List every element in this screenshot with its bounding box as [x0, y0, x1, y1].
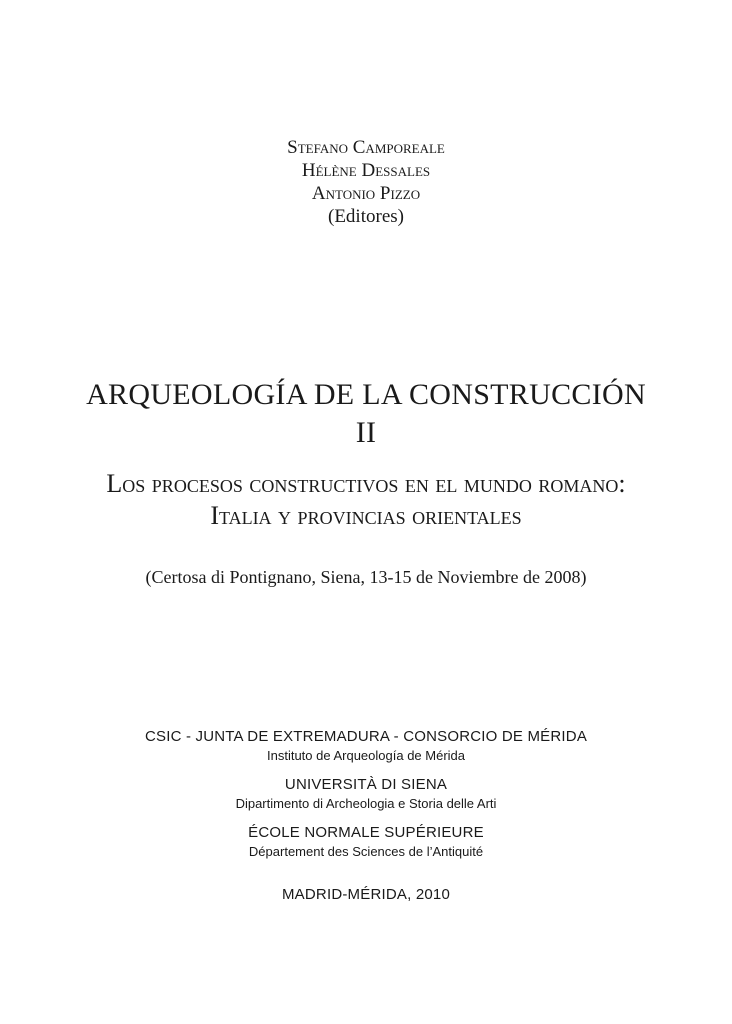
- book-volume: II: [355, 416, 377, 449]
- publisher-siena-department: Dipartimento di Archeologia e Storia delle Arti: [235, 796, 497, 811]
- book-title-line: ARQUEOLOGÍA DE LA CONSTRUCCIÓN: [86, 378, 646, 411]
- place-year: MADRID-MÉRIDA, 2010: [281, 886, 450, 903]
- publisher-csic-institute: Instituto de Arqueología de Mérida: [266, 748, 466, 763]
- subtitle-line: Los procesos constructivos en el mundo romano:: [106, 469, 626, 498]
- publisher-ens: ÉCOLE NORMALE SUPÉRIEURE: [248, 824, 484, 841]
- book-subtitle: [0, 468, 732, 532]
- book-title: [0, 376, 732, 452]
- subtitle-line: Italia y provincias orientales: [210, 501, 522, 530]
- conference-info: (Certosa di Pontignano, Siena, 13-15 de Noviembre de 2008): [145, 567, 587, 587]
- editor-name: Antonio Pizzo: [311, 183, 421, 204]
- publisher-siena: UNIVERSITÀ DI SIENA: [284, 776, 448, 793]
- publisher-ens-department: Département des Sciences de l’Antiquité: [248, 844, 484, 859]
- editors-role: (Editores): [328, 206, 404, 227]
- editors-block: [0, 136, 732, 228]
- editor-name: Stefano Camporeale: [287, 137, 445, 158]
- editor-name: Hélène Dessales: [301, 160, 431, 181]
- publisher-csic: CSIC - JUNTA DE EXTREMADURA - CONSORCIO DE MÉRIDA: [144, 728, 588, 745]
- publishers-block: [0, 727, 732, 861]
